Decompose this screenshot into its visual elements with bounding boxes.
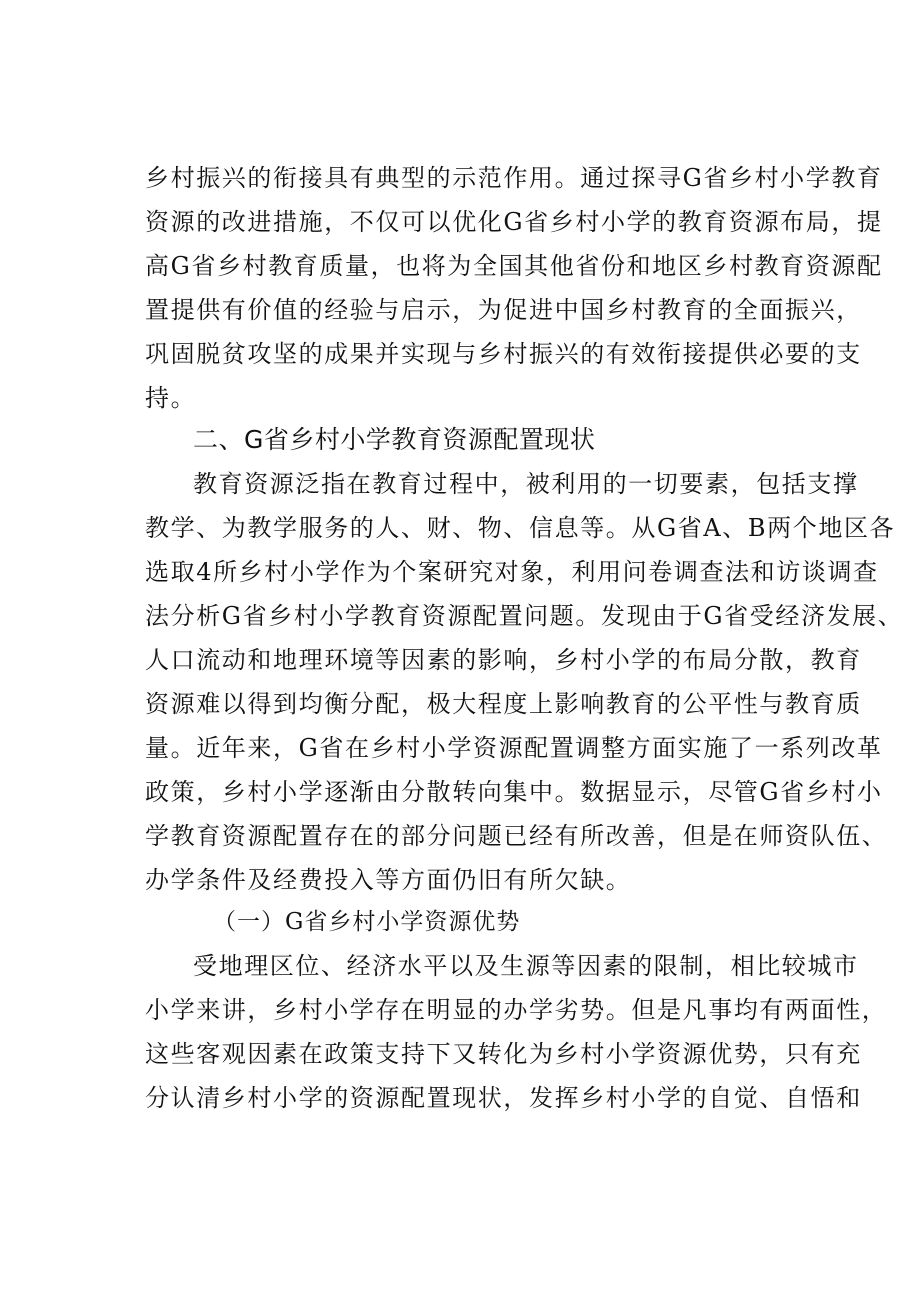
paragraph-2-line-1: 教育资源泛指在教育过程中，被利用的一切要素，包括支撑 xyxy=(193,470,859,498)
paragraph-1-line-6: 持。 xyxy=(145,384,197,412)
paragraph-1-line-2: 资源的改进措施，不仅可以优化G省乡村小学的教育资源布局，提 xyxy=(145,208,883,236)
paragraph-2-line-5: 人口流动和地理环境等因素的影响，乡村小学的布局分散，教育 xyxy=(145,646,862,674)
paragraph-1-line-5: 巩固脱贫攻坚的成果并实现与乡村振兴的有效衔接提供必要的支 xyxy=(145,340,862,368)
paragraph-2-line-9: 学教育资源配置存在的部分问题已经有所改善，但是在师资队伍、 xyxy=(145,822,888,850)
paragraph-1-line-3: 高G省乡村教育质量，也将为全国其他省份和地区乡村教育资源配 xyxy=(145,252,883,280)
paragraph-2-line-6: 资源难以得到均衡分配，极大程度上影响教育的公平性与教育质 xyxy=(145,690,862,718)
section-heading: 二、G省乡村小学教育资源配置现状 xyxy=(193,425,596,454)
paragraph-2-line-4: 法分析G省乡村小学教育资源配置问题。发现由于G省受经济发展、 xyxy=(145,602,904,630)
paragraph-3-line-4: 分认清乡村小学的资源配置现状，发挥乡村小学的自觉、自悟和 xyxy=(145,1084,862,1112)
paragraph-2-line-8: 政策，乡村小学逐渐由分散转向集中。数据显示，尽管G省乡村小 xyxy=(145,778,883,806)
paragraph-3-line-1: 受地理区位、经济水平以及生源等因素的限制，相比较城市 xyxy=(193,952,859,980)
paragraph-2-line-2: 教学、为教学服务的人、财、物、信息等。从G省A、B两个地区各 xyxy=(145,514,896,542)
paragraph-3-line-3: 这些客观因素在政策支持下又转化为乡村小学资源优势，只有充 xyxy=(145,1040,862,1068)
paragraph-2-line-3: 选取4所乡村小学作为个案研究对象，利用问卷调查法和访谈调查 xyxy=(145,558,879,586)
paragraph-1-line-4: 置提供有价值的经验与启示，为促进中国乡村教育的全面振兴， xyxy=(145,296,862,324)
paragraph-1-line-1: 乡村振兴的衔接具有典型的示范作用。通过探寻G省乡村小学教育 xyxy=(145,164,883,192)
paragraph-2-line-7: 量。近年来，G省在乡村小学资源配置调整方面实施了一系列改革 xyxy=(145,734,883,762)
subsection-heading: （一）G省乡村小学资源优势 xyxy=(213,909,521,935)
paragraph-2-line-10: 办学条件及经费投入等方面仍旧有所欠缺。 xyxy=(145,866,632,894)
paragraph-3-line-2: 小学来讲，乡村小学存在明显的办学劣势。但是凡事均有两面性， xyxy=(145,996,888,1024)
